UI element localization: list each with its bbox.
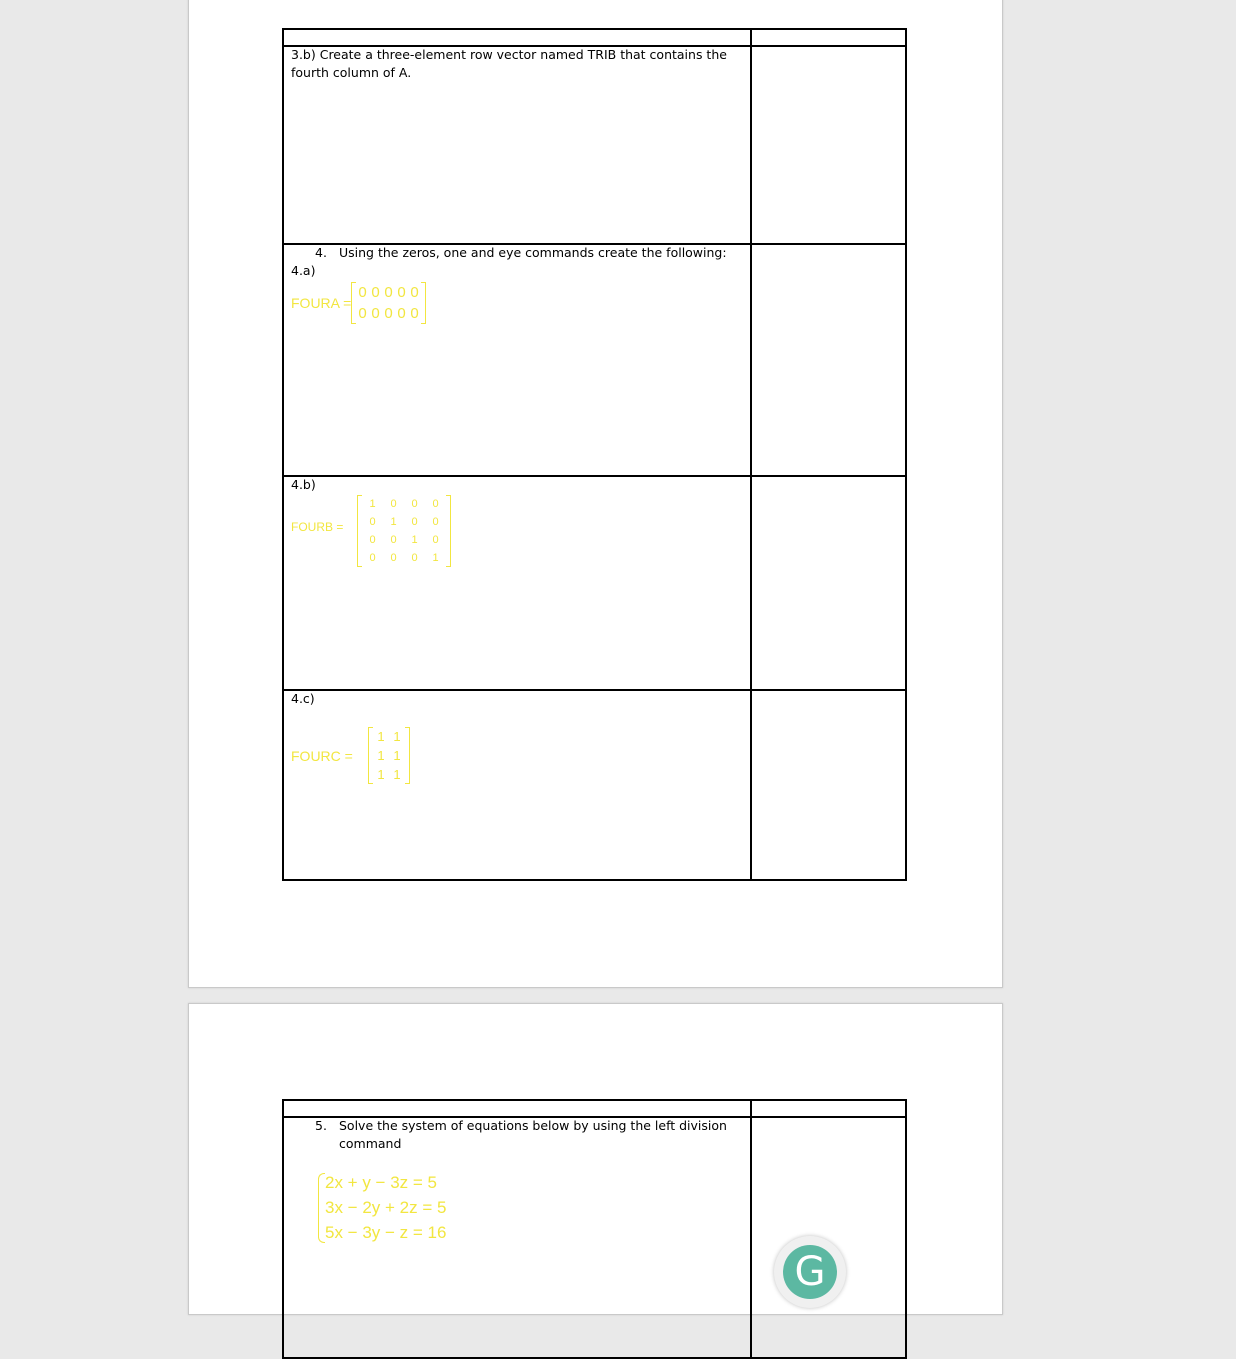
question-4-text: 4. Using the zeros, one and eye commands create the following: (315, 245, 727, 260)
matrix-cell: 0 (369, 552, 376, 564)
matrix-cell: 0 (390, 534, 397, 546)
matrix-cell: 0 (390, 498, 397, 510)
matrix-cell: 0 (371, 305, 380, 322)
answer-table-2 (282, 1099, 907, 1359)
question-4c-label: 4.c) (291, 691, 315, 706)
grammarly-button[interactable] (774, 1236, 846, 1308)
column-divider (750, 30, 752, 879)
matrix-row (362, 531, 446, 549)
matrix-cell: 0 (410, 305, 419, 322)
matrix-cell: 1 (377, 748, 385, 763)
matrix-row (373, 765, 405, 784)
foura-variable: FOURA = (291, 295, 352, 311)
matrix-row (373, 746, 405, 765)
matrix-row (356, 303, 421, 324)
matrix-cell: 0 (410, 284, 419, 301)
matrix-cell: 0 (411, 498, 418, 510)
fourc-matrix (368, 727, 410, 784)
fourb-variable: FOURB = (291, 520, 344, 534)
matrix-cell: 0 (358, 305, 367, 322)
matrix-cell: 1 (393, 729, 401, 744)
matrix-cell: 0 (384, 305, 393, 322)
matrix-cell: 1 (432, 552, 439, 564)
row-divider (284, 689, 905, 691)
matrix-cell: 0 (411, 552, 418, 564)
matrix-cell: 0 (432, 498, 439, 510)
foura-matrix (351, 282, 426, 324)
fourc-variable: FOURC = (291, 748, 353, 764)
matrix-cell: 1 (393, 767, 401, 782)
matrix-cell: 1 (411, 534, 418, 546)
matrix-cell: 0 (371, 284, 380, 301)
answer-table-1 (282, 28, 907, 881)
matrix-cell: 1 (369, 498, 376, 510)
grammarly-icon: G (783, 1245, 837, 1299)
fourb-matrix (357, 495, 451, 567)
matrix-row (356, 282, 421, 303)
matrix-cell: 0 (432, 516, 439, 528)
matrix-cell: 0 (358, 284, 367, 301)
matrix-row (373, 727, 405, 746)
matrix-cell: 1 (393, 748, 401, 763)
matrix-cell: 0 (369, 516, 376, 528)
system-brace (318, 1173, 325, 1243)
row-divider (284, 475, 905, 477)
document-page-2 (188, 1003, 1003, 1315)
matrix-row (362, 513, 446, 531)
matrix-row (362, 549, 446, 567)
question-4b-label: 4.b) (291, 477, 316, 492)
matrix-cell: 1 (377, 767, 385, 782)
equation-system (325, 1170, 446, 1245)
matrix-row (362, 495, 446, 513)
column-divider (750, 1101, 752, 1357)
matrix-cell: 0 (411, 516, 418, 528)
matrix-cell: 1 (390, 516, 397, 528)
document-page-1 (188, 0, 1003, 988)
question-5-text: 5. Solve the system of equations below by using the left division command (315, 1118, 727, 1151)
matrix-cell: 1 (377, 729, 385, 744)
matrix-cell: 0 (384, 284, 393, 301)
matrix-cell: 0 (390, 552, 397, 564)
matrix-cell: 0 (397, 305, 406, 322)
question-4a-label: 4.a) (291, 263, 316, 278)
equation-3: 5x − 3y − z = 16 (325, 1223, 447, 1242)
matrix-cell: 0 (432, 534, 439, 546)
equation-2: 3x − 2y + 2z = 5 (325, 1198, 447, 1217)
matrix-cell: 0 (397, 284, 406, 301)
question-3b-text: 3.b) Create a three-element row vector named TRIB that contains the fourth column of A. (291, 47, 727, 80)
matrix-cell: 0 (369, 534, 376, 546)
equation-1: 2x + y − 3z = 5 (325, 1173, 437, 1192)
